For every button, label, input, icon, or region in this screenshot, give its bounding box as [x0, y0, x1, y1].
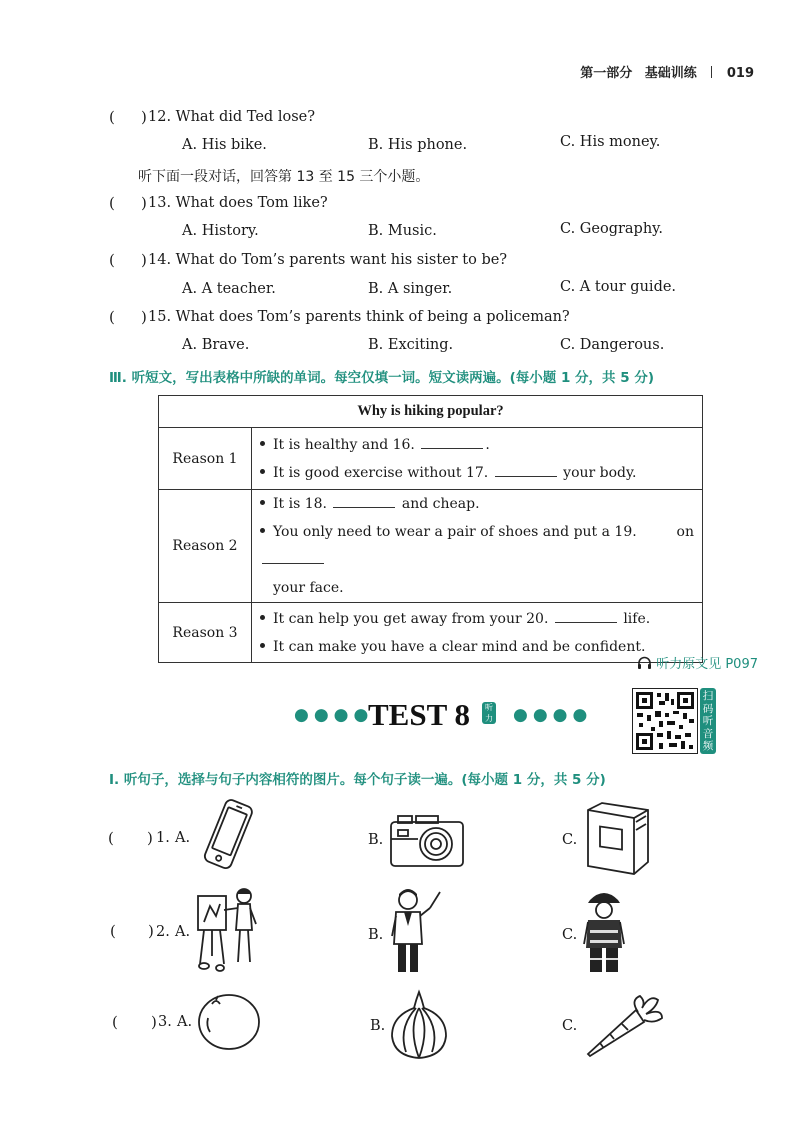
answer-paren-close: ): [151, 1013, 157, 1031]
bullet-line: [260, 490, 694, 518]
answer-blank-18[interactable]: [333, 495, 395, 508]
reason-label: Reason 3: [159, 603, 252, 663]
question-text: What do Tom’s parents want his sister to be?: [175, 252, 508, 268]
header-part: 第一部分: [580, 66, 633, 81]
bullet-text-end: on: [676, 524, 694, 540]
table-heading: Why is hiking popular?: [159, 396, 703, 428]
dialog-instruction: 听下面一段对话，回答第 13 至 15 三个小题。: [138, 169, 430, 185]
bullet-text: It can help you get away from your 20.: [273, 610, 549, 627]
option-a: A. History.: [182, 223, 259, 239]
answer-paren-open: (: [109, 194, 115, 212]
header-divider: [711, 66, 712, 78]
qr-code[interactable]: [632, 688, 698, 754]
qr-code-icon: [633, 689, 697, 753]
reason-content: [252, 490, 703, 603]
bullet-continuation: your face.: [273, 580, 344, 596]
table-row: [159, 428, 703, 490]
qr-label: 扫码听音频: [700, 688, 716, 754]
option-a-label: A.: [177, 1014, 193, 1030]
answer-paren-open: (: [109, 308, 115, 326]
bullet-text: You only need to wear a pair of shoes and put a 19.: [273, 524, 637, 540]
question-number: 3.: [158, 1014, 172, 1030]
reason-content: [252, 428, 703, 490]
reason-label: Reason 2: [159, 490, 252, 603]
bullet-icon: [260, 528, 265, 533]
bullet-icon: [260, 441, 265, 446]
question-12: [148, 109, 315, 125]
headphones-icon: [637, 656, 652, 670]
bullet-icon: [260, 500, 265, 505]
option-a: A. Brave.: [182, 337, 250, 353]
answer-paren-close: ): [148, 922, 154, 940]
question-text: What does Tom like?: [175, 195, 328, 211]
bullet-text: It is 18.: [273, 496, 327, 512]
option-b: B. His phone.: [368, 137, 468, 153]
answer-paren-close: ): [147, 829, 153, 847]
question-number: 2.: [156, 924, 170, 940]
bullet-line: [260, 605, 694, 633]
table-row: [159, 490, 703, 603]
firefighter-image[interactable]: [580, 888, 628, 976]
title-dots-left: ●●●●: [294, 705, 374, 725]
question-15: [148, 309, 570, 325]
answer-paren-open: (: [109, 108, 115, 126]
bullet-text-end: and cheap.: [401, 496, 480, 512]
option-c: C. Dangerous.: [560, 337, 665, 353]
page-number: 019: [726, 66, 754, 81]
option-c-label: C.: [562, 927, 578, 943]
teacher-image[interactable]: [386, 886, 444, 976]
option-c: C. A tour guide.: [560, 279, 677, 295]
answer-paren-close: ): [141, 251, 147, 269]
audio-badge: 听力: [482, 702, 496, 724]
bullet-line: [260, 459, 694, 487]
question-number: 15.: [148, 309, 172, 325]
bullet-text-end: .: [485, 436, 490, 453]
bullet-line: [260, 431, 694, 459]
answer-blank-17[interactable]: [495, 464, 557, 477]
answer-paren-open: (: [108, 829, 114, 847]
reason-label: Reason 1: [159, 428, 252, 490]
bullet-line: [260, 633, 694, 661]
question-13: [148, 195, 328, 211]
title-dots-right: ●●●●: [513, 705, 593, 725]
option-b: B. A singer.: [368, 281, 453, 297]
section-3-title: Ⅲ. 听短文，写出表格中所缺的单词。每空仅填一词。短文读两遍。(每小题 1 分，共 5 分): [109, 370, 655, 386]
answer-paren-open: (: [110, 922, 116, 940]
option-c-label: C.: [562, 832, 578, 848]
answer-paren-close: ): [141, 194, 147, 212]
hiking-table: [158, 395, 703, 663]
answer-blank-16[interactable]: [421, 436, 483, 449]
answer-paren-close: ): [141, 308, 147, 326]
bullet-text: It can make you have a clear mind and be confident.: [273, 638, 646, 655]
answer-paren-close: ): [141, 108, 147, 126]
reason-content: [252, 603, 703, 663]
option-b-label: B.: [368, 832, 384, 848]
carrot-image[interactable]: [584, 992, 666, 1060]
option-c: C. Geography.: [560, 221, 664, 237]
onion-image[interactable]: [388, 988, 450, 1060]
question-number: 13.: [148, 195, 172, 211]
tomato-image[interactable]: [196, 990, 262, 1052]
transcript-text: 听力原文见 P097: [656, 657, 758, 672]
bullet-text: It is good exercise without 17.: [273, 464, 489, 481]
option-b-label: B.: [368, 927, 384, 943]
phone-image[interactable]: [196, 797, 260, 873]
answer-blank-19[interactable]: [262, 551, 324, 564]
bullet-text-end: your body.: [563, 464, 637, 481]
question-14: [148, 252, 507, 268]
bullet-text-end: life.: [623, 610, 651, 627]
question-text: What did Ted lose?: [175, 109, 315, 125]
section-1-title: Ⅰ. 听句子，选择与句子内容相符的图片。每个句子读一遍。(每小题 1 分，共 5 分): [109, 772, 606, 788]
page-header: [580, 62, 754, 81]
question-number: 14.: [148, 252, 172, 268]
option-c: C. His money.: [560, 134, 661, 150]
option-a: A. A teacher.: [182, 281, 276, 297]
bullet-icon: [260, 469, 265, 474]
option-a: A. His bike.: [182, 137, 267, 153]
header-section: 基础训练: [644, 66, 697, 81]
answer-paren-open: (: [109, 251, 115, 269]
bullet-line: [260, 518, 694, 574]
camera-image[interactable]: [388, 812, 466, 870]
question-number: 1.: [156, 830, 170, 846]
option-b: B. Music.: [368, 223, 437, 239]
bullet-text: It is healthy and 16.: [273, 436, 415, 453]
option-a-label: A.: [175, 924, 191, 940]
answer-paren-open: (: [112, 1013, 118, 1031]
option-b-label: B.: [370, 1018, 386, 1034]
bullet-icon: [260, 615, 265, 620]
question-text: What does Tom’s parents think of being a policeman?: [175, 309, 570, 325]
answer-blank-20[interactable]: [555, 610, 617, 623]
option-b: B. Exciting.: [368, 337, 454, 353]
option-c-label: C.: [562, 1018, 578, 1034]
painter-image[interactable]: [194, 886, 264, 972]
table-row: [159, 603, 703, 663]
test-title: TEST 8: [368, 697, 470, 732]
question-number: 12.: [148, 109, 172, 125]
transcript-link[interactable]: [637, 653, 758, 672]
option-a-label: A.: [175, 830, 191, 846]
bullet-icon: [260, 643, 265, 648]
book-image[interactable]: [582, 800, 654, 878]
